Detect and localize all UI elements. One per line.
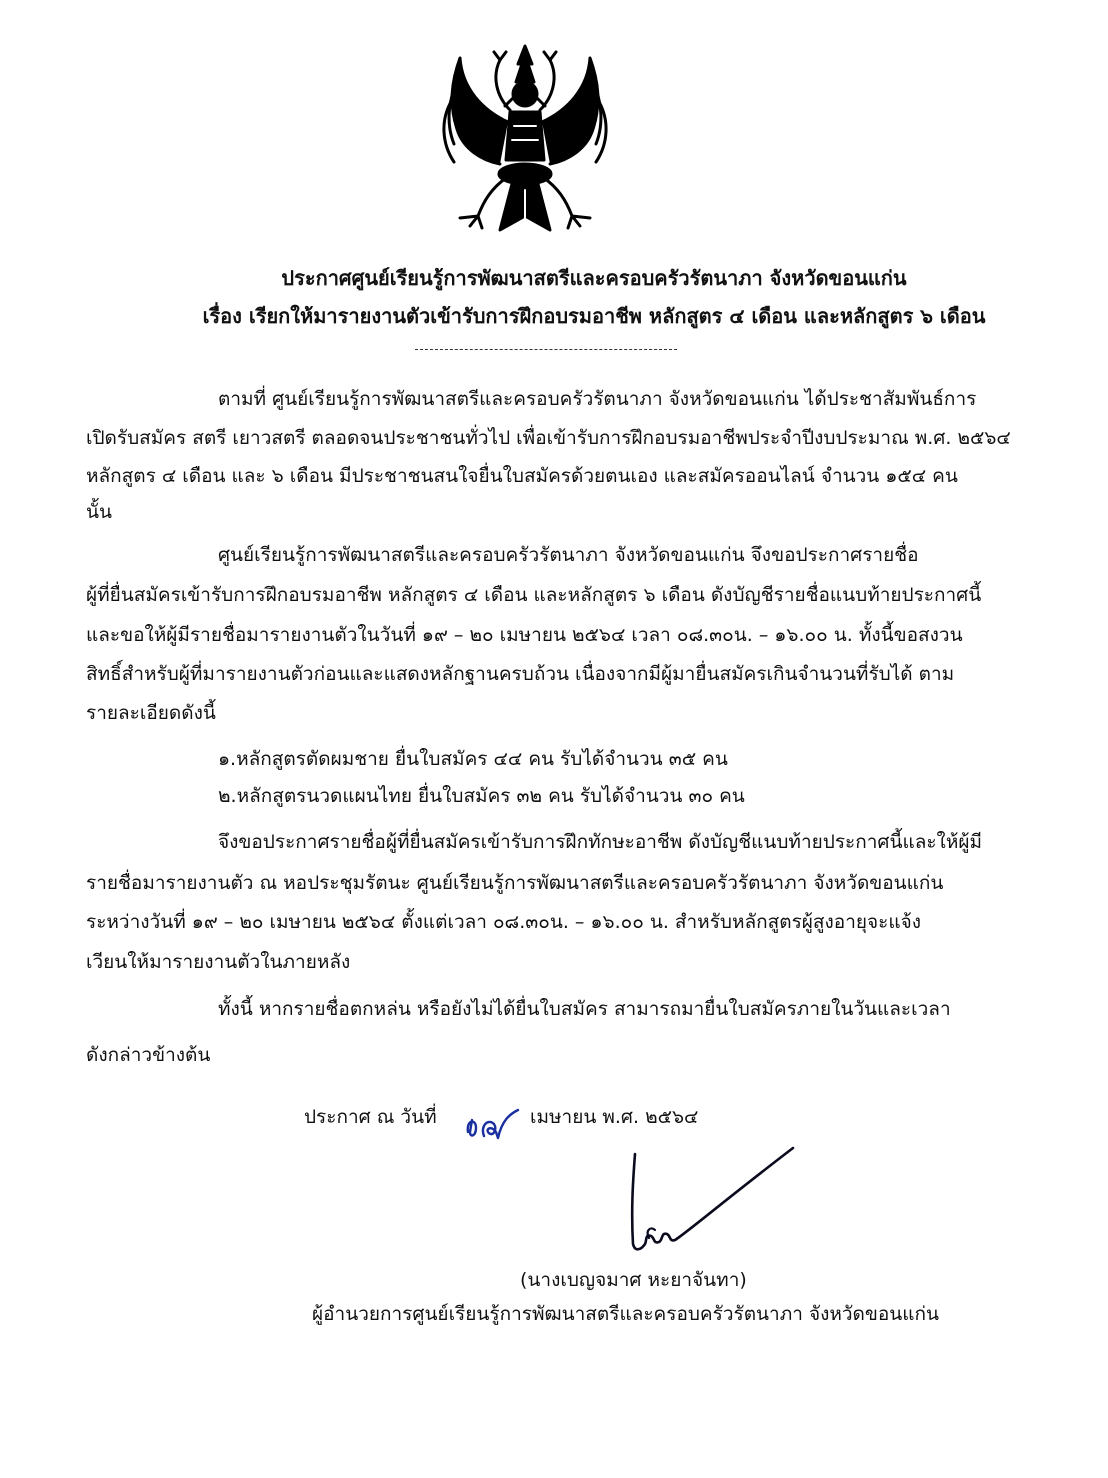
date-prefix: ประกาศ ณ วันที่: [304, 1106, 437, 1128]
para2-line1: ศูนย์เรียนรู้การพัฒนาสตรีและครอบครัวรัตนาภา จังหวัดขอนแก่น จึงขอประกาศรายชื่อ: [218, 544, 919, 566]
signer-title: ผู้อำนวยการศูนย์เรียนรู้การพัฒนาสตรีและครอบครัวรัตนาภา จังหวัดขอนแก่น: [312, 1303, 940, 1325]
para2-line5: รายละเอียดดังนี้: [86, 702, 216, 724]
para4-line1: ทั้งนี้ หากรายชื่อตกหล่น หรือยังไม่ได้ยื่นใบสมัคร สามารถมายื่นใบสมัครภายในวันและเวลา: [218, 998, 951, 1020]
list-item: ๑.หลักสูตรตัดผมชาย ยื่นใบสมัคร ๔๔ คน รับได้จำนวน ๓๕ คน: [218, 748, 728, 770]
list-item: ๒.หลักสูตรนวดแผนไทย ยื่นใบสมัคร ๓๒ คน รับได้จำนวน ๓๐ คน: [218, 785, 745, 807]
document-heading-line-1: ประกาศศูนย์เรียนรู้การพัฒนาสตรีและครอบครัวรัตนาภา จังหวัดขอนแก่น: [281, 266, 907, 290]
document-heading-line-2: เรื่อง เรียกให้มารายงานตัวเข้ารับการฝึกอบรมอาชีพ หลักสูตร ๔ เดือน และหลักสูตร ๖ เดือน: [202, 304, 986, 328]
date-suffix: เมษายน พ.ศ. ๒๕๖๔: [530, 1106, 699, 1128]
para2-line2: ผู้ที่ยื่นสมัครเข้ารับการฝึกอบรมอาชีพ หลักสูตร ๔ เดือน และหลักสูตร ๖ เดือน ดังบัญชีรายชื่อแนบท้ายประกาศนี้: [86, 584, 982, 606]
garuda-emblem-icon: [430, 40, 620, 240]
para3-line3: ระหว่างวันที่ ๑๙ – ๒๐ เมษายน ๒๕๖๔ ตั้งแต่เวลา ๐๘.๓๐น. – ๑๖.๐๐ น. สำหรับหลักสูตรผู้สูงอายุจะแจ้ง: [86, 911, 921, 933]
signer-name: (นางเบญจมาศ หะยาจันทา): [520, 1269, 747, 1291]
para1-line4: นั้น: [86, 501, 112, 523]
para3-line4: เวียนให้มารายงานตัวในภายหลัง: [86, 951, 351, 973]
para2-line3: และขอให้ผู้มีรายชื่อมารายงานตัวในวันที่ ๑๙ – ๒๐ เมษายน ๒๕๖๔ เวลา ๐๘.๓๐น. – ๑๖.๐๐ น. ทั้งนี้ขอสงวน: [86, 624, 963, 646]
para1-line2: เปิดรับสมัคร สตรี เยาวสตรี ตลอดจนประชาชนทั่วไป เพื่อเข้ารับการฝึกอบรมอาชีพประจำปีงบประมาณ พ.ศ. ๒๕๖๔: [86, 427, 1011, 449]
para2-line4: สิทธิ์สำหรับผู้ที่มารายงานตัวก่อนและแสดงหลักฐานครบถ้วน เนื่องจากมีผู้มายื่นสมัครเกินจำนวนที่รับได้ ตาม: [86, 663, 955, 685]
para1-line1: ตามที่ ศูนย์เรียนรู้การพัฒนาสตรีและครอบครัวรัตนาภา จังหวัดขอนแก่น ได้ประชาสัมพันธ์การ: [218, 388, 977, 410]
para1-line3: หลักสูตร ๔ เดือน และ ๖ เดือน มีประชาชนสนใจยื่นใบสมัครด้วยตนเอง และสมัครออนไลน์ จำนวน ๑๕๔ คน: [86, 465, 958, 487]
para4-line2: ดังกล่าวข้างต้น: [86, 1044, 211, 1066]
para3-line2: รายชื่อมารายงานตัว ณ หอประชุมรัตนะ ศูนย์เรียนรู้การพัฒนาสตรีและครอบครัวรัตนาภา จังหวัดขอนแก่น: [86, 872, 944, 894]
para3-line1: จึงขอประกาศรายชื่อผู้ที่ยื่นสมัครเข้ารับการฝึกทักษะอาชีพ ดังบัญชีแนบท้ายประกาศนี้และให้ผู้มี: [218, 831, 982, 853]
handwritten-signature: [605, 1140, 805, 1260]
handwritten-day: [462, 1106, 522, 1146]
heading-divider: [415, 349, 677, 350]
